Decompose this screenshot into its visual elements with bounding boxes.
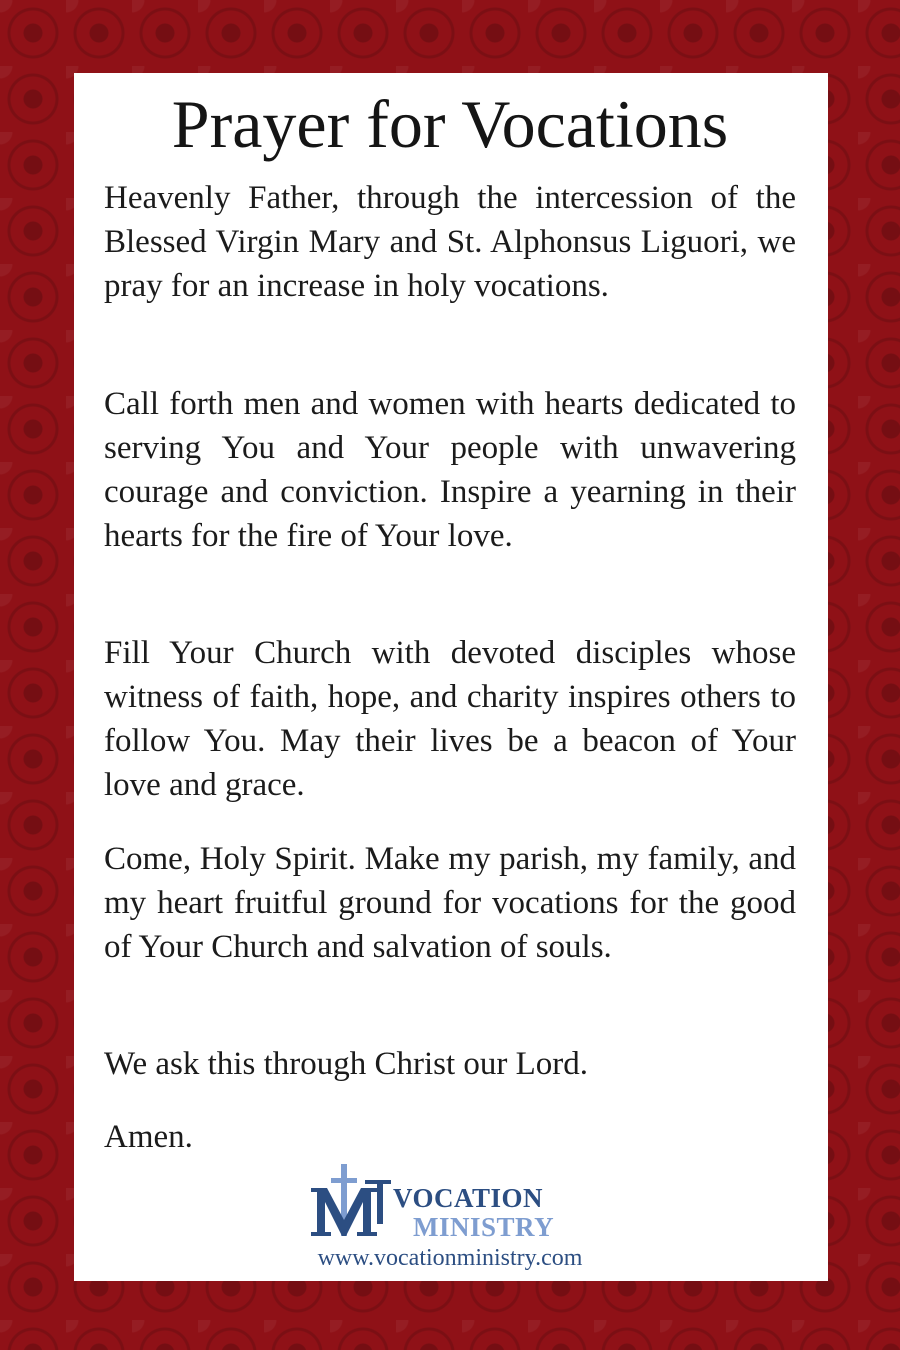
page-title: Prayer for Vocations: [171, 86, 729, 162]
prayer-paragraph-2: Call forth men and women with hearts dedicated to serving You and Your people with unwavering courage and conviction. Inspire a yearning in their hearts for the fire of Your love.: [104, 386, 796, 554]
logo-text-ministry: MINISTRY: [413, 1212, 555, 1242]
cross-monogram-icon: [305, 1162, 393, 1240]
prayer-amen: Amen.: [104, 1119, 193, 1155]
website-link[interactable]: www.vocationministry.com: [317, 1245, 583, 1271]
logo-text-vocation: VOCATION: [393, 1183, 543, 1213]
prayer-paragraph-1: Heavenly Father, through the intercession of the Blessed Virgin Mary and St. Alphonsus Liguori, we pray for an increase in holy vocations.: [104, 180, 796, 304]
prayer-paragraph-3: Fill Your Church with devoted disciples whose witness of faith, hope, and charity inspires others to follow You. May their lives be a beacon of Your love and grace.: [104, 635, 796, 803]
prayer-closing: We ask this through Christ our Lord.: [104, 1046, 589, 1082]
prayer-paragraph-4: Come, Holy Spirit. Make my parish, my family, and my heart fruitful ground for vocations for the good of Your Church and salvation of souls.: [104, 841, 796, 965]
